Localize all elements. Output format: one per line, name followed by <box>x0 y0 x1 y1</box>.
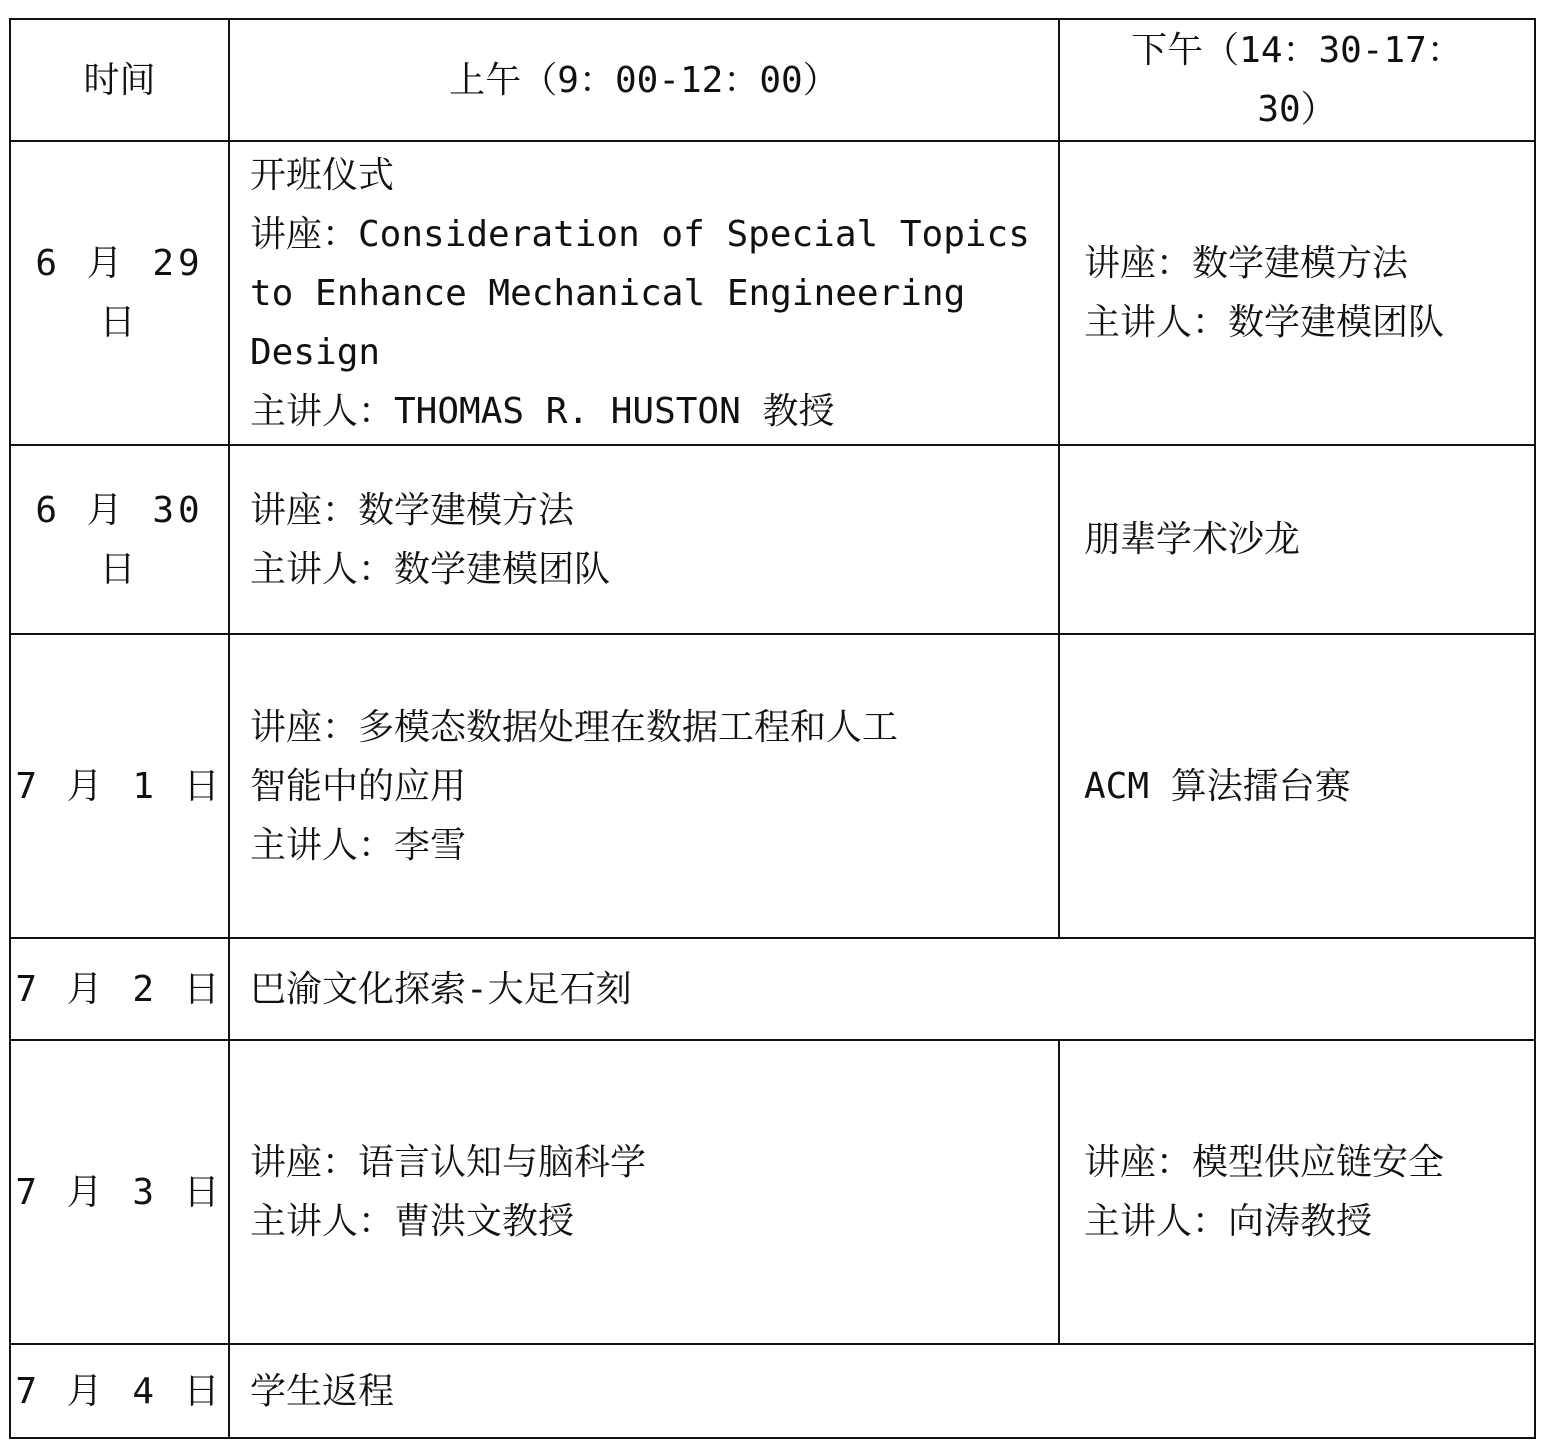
afternoon-cell <box>1059 445 1535 634</box>
full-day-activity: 学生返程 <box>250 1370 395 1412</box>
date-cell: 7 月 2 日 <box>10 938 229 1040</box>
morning-line: 讲座：Consideration of Special Topics <box>250 213 1030 255</box>
morning-line: 讲座：多模态数据处理在数据工程和人工 <box>250 706 899 748</box>
morning-line: 主讲人：李雪 <box>250 824 467 866</box>
morning-header-label: 上午（9：00-12：00） <box>449 59 839 101</box>
morning-line: 主讲人：THOMAS R. HUSTON 教授 <box>250 390 835 432</box>
afternoon-cell <box>1059 141 1535 445</box>
time-header <box>10 19 229 141</box>
schedule-table <box>9 18 1536 1439</box>
schedule-row-0630 <box>10 445 1535 634</box>
time-header-label: 时间 <box>83 59 156 101</box>
schedule-row-0704 <box>10 1344 1535 1438</box>
header-row <box>10 19 1535 141</box>
date-cell: 7 月 3 日 <box>10 1040 229 1344</box>
afternoon-header-line-2: 30） <box>1257 89 1337 130</box>
morning-header <box>229 19 1059 141</box>
schedule-row-0702 <box>10 938 1535 1040</box>
morning-line: 讲座：数学建模方法 <box>250 489 575 531</box>
schedule-row-0703 <box>10 1040 1535 1344</box>
afternoon-line: 讲座：模型供应链安全 <box>1084 1142 1445 1183</box>
morning-line: 主讲人：曹洪文教授 <box>250 1201 575 1242</box>
afternoon-header <box>1059 19 1535 141</box>
schedule-row-0701 <box>10 634 1535 938</box>
afternoon-line: 主讲人：数学建模团队 <box>1084 302 1445 343</box>
morning-cell <box>229 1040 1059 1344</box>
morning-cell <box>229 141 1059 445</box>
afternoon-line: ACM 算法擂台赛 <box>1084 765 1351 807</box>
full-day-cell <box>229 938 1535 1040</box>
afternoon-line: 朋辈学术沙龙 <box>1084 519 1301 560</box>
afternoon-header-line-1: 下午（14：30-17： <box>1131 30 1463 71</box>
morning-line: to Enhance Mechanical Engineering <box>250 272 966 314</box>
date-cell: 7 月 1 日 <box>10 634 229 938</box>
morning-cell <box>229 445 1059 634</box>
date-cell: 7 月 4 日 <box>10 1344 229 1438</box>
morning-line: 主讲人：数学建模团队 <box>250 548 611 590</box>
afternoon-line: 讲座：数学建模方法 <box>1084 243 1409 284</box>
morning-line: 智能中的应用 <box>250 765 467 807</box>
schedule-row-0629 <box>10 141 1535 445</box>
afternoon-cell <box>1059 1040 1535 1344</box>
afternoon-cell <box>1059 634 1535 938</box>
morning-line: 讲座：语言认知与脑科学 <box>250 1142 647 1183</box>
full-day-cell <box>229 1344 1535 1438</box>
morning-line: 开班仪式 <box>250 154 395 196</box>
afternoon-line: 主讲人：向涛教授 <box>1084 1201 1373 1242</box>
full-day-activity: 巴渝文化探索-大足石刻 <box>250 968 632 1010</box>
morning-line: Design <box>250 331 381 373</box>
morning-cell <box>229 634 1059 938</box>
date-cell: 6 月 29 日 <box>10 141 229 445</box>
date-cell: 6 月 30 日 <box>10 445 229 634</box>
